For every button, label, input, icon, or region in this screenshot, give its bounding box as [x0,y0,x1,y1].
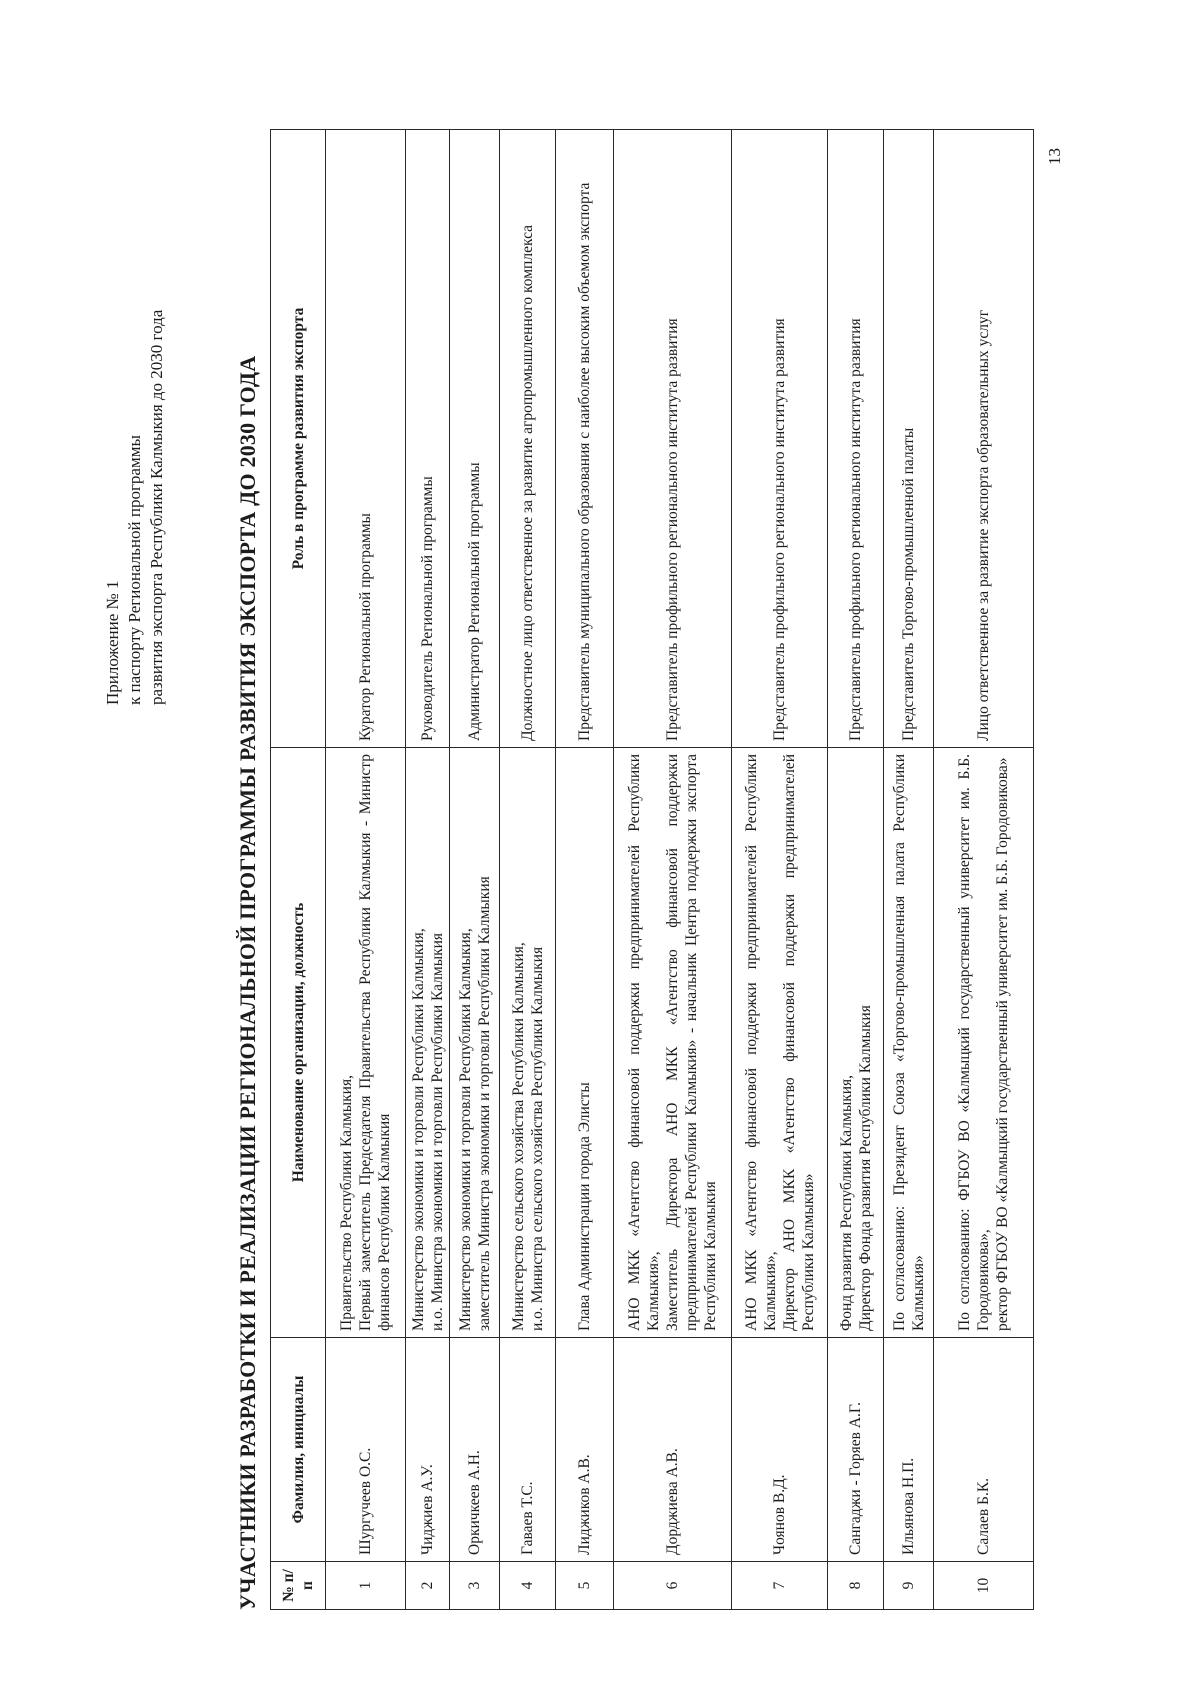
participant-name: Шургучеев О.С. [326,1338,406,1562]
table-row [326,130,406,1610]
header-number: № п/п [271,1562,326,1610]
header-name: Фамилия, инициалы [271,1338,326,1562]
participant-name: Салаев Б.К. [934,1338,1034,1562]
row-number: 7 [732,1562,828,1610]
table-row [732,130,828,1610]
table-row [934,130,1034,1610]
organization-position: Министерство экономики и торговли Республики Калмыкия, и.о. Министра экономики и торговли Республики Калмыкия [406,748,450,1338]
participant-name: Чоянов В.Д. [732,1338,828,1562]
organization-position: Правительство Республики Калмыкия, Первый заместитель Председателя Правительства Республики Калмыкия - Министр финансов Республики Калмыкия [326,748,406,1338]
table-row [614,130,732,1610]
row-number: 2 [406,1562,450,1610]
program-role: Представитель профильного регионального института развития [828,130,884,748]
program-role: Куратор Региональной программы [326,130,406,748]
organization-position: По согласованию: Президент Союза «Торгово-промышленная палата Республики Калмыкия» [884,748,934,1338]
program-role: Лицо ответственное за развитие экспорта образовательных услуг [934,130,1034,748]
row-number: 4 [500,1562,556,1610]
appendix-note [102,145,168,705]
participants-table [270,129,1034,1610]
program-role: Представитель профильного регионального института развития [614,130,732,748]
table-row [556,130,614,1610]
participant-name: Гаваев Т.С. [500,1338,556,1562]
program-role: Представитель муниципального образования с наиболее высоким объемом экспорта [556,130,614,748]
participant-name: Оркичкеев А.Н. [450,1338,500,1562]
appendix-line-1: Приложение № 1 [103,580,122,705]
organization-position: Глава Администрации города Элисты [556,748,614,1338]
participant-name: Чиджиев А.У. [406,1338,450,1562]
organization-position: АНО МКК «Агентство финансовой поддержки предпринимателей Республики Калмыкия», Директор АНО МКК «Агентство финансовой поддержки предпринимателей Республики Калмыкия» [732,748,828,1338]
document-page [30,60,1110,1640]
organization-position: По согласованию: ФГБОУ ВО «Калмыцкий государственный университет им. Б.Б. Городовикова», ректор ФГБОУ ВО «Калмыцкий государственный университет им. Б.Б. Городовикова» [934,748,1034,1338]
program-role: Должностное лицо ответственное за развитие агропромышленного комплекса [500,130,556,748]
participant-name: Дорджиева А.В. [614,1338,732,1562]
row-number: 8 [828,1562,884,1610]
row-number: 6 [614,1562,732,1610]
appendix-line-2: к паспорту Региональной программы [125,435,144,705]
organization-position: Фонд развития Республики Калмыкия, Директор Фонда развития Республики Калмыкия [828,748,884,1338]
organization-position: Министерство сельского хозяйства Республики Калмыкия, и.о. Министра сельского хозяйства Республики Калмыкия [500,748,556,1338]
program-role: Администратор Региональной программы [450,130,500,748]
program-role: Представитель профильного регионального института развития [732,130,828,748]
document-title: УЧАСТНИКИ РАЗРАБОТКИ И РЕАЛИЗАЦИИ РЕГИОНАЛЬНОЙ ПРОГРАММЫ РАЗВИТИЯ ЭКСПОРТА ДО 2030 ГОДА [235,355,260,1610]
table-row [884,130,934,1610]
participant-name: Ильянова Н.П. [884,1338,934,1562]
table-row [828,130,884,1610]
program-role: Руководитель Региональной программы [406,130,450,748]
participant-name: Сангаджи - Горяев А.Г. [828,1338,884,1562]
table-row [406,130,450,1610]
row-number: 1 [326,1562,406,1610]
table-row [500,130,556,1610]
row-number: 10 [934,1562,1034,1610]
appendix-line-3: развития экспорта Республики Калмыкия до 2030 года [147,309,166,705]
page-number: 13 [1045,148,1064,165]
row-number: 3 [450,1562,500,1610]
organization-position: АНО МКК «Агентство финансовой поддержки предпринимателей Республики Калмыкия», Заместитель Директора АНО МКК «Агентство финансовой поддержки предпринимателей Республики Калмыкия» - начальник Центра поддержки экспорта Республики Калмыкия [614,748,732,1338]
table-row [450,130,500,1610]
table-header-row [271,130,326,1610]
header-organization: Наименование организации, должность [271,748,326,1338]
row-number: 5 [556,1562,614,1610]
participant-name: Лиджиков А.В. [556,1338,614,1562]
program-role: Представитель Торгово-промышленной палаты [884,130,934,748]
organization-position: Министерство экономики и торговли Республики Калмыкия, заместитель Министра экономики и торговли Республики Калмыкия [450,748,500,1338]
header-role: Роль в программе развития экспорта [271,130,326,748]
table-body [326,130,1034,1610]
row-number: 9 [884,1562,934,1610]
